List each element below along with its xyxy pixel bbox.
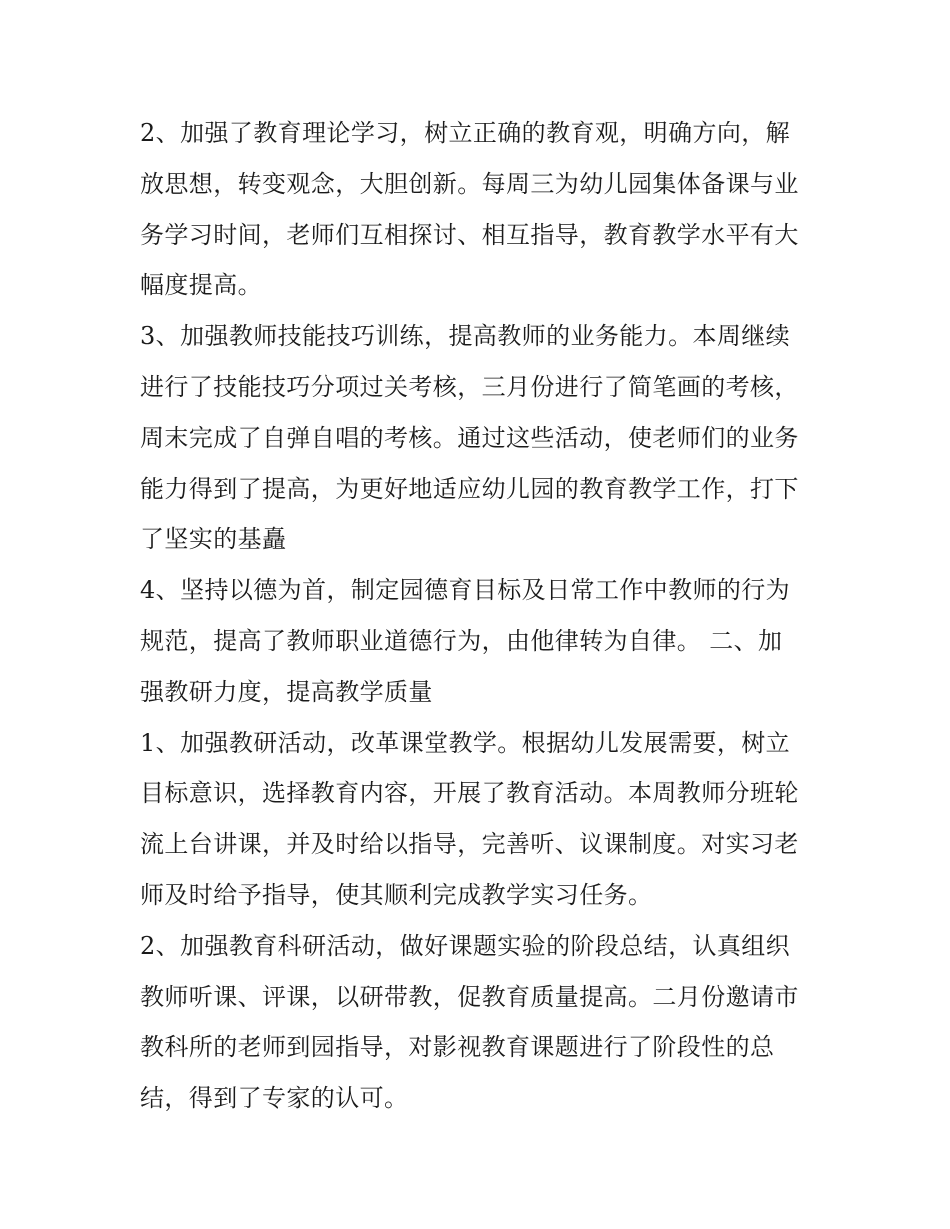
text-line-4: 幅度提高。 [140, 271, 262, 300]
text-line-15: 流上台讲课，并及时给以指导，完善听、议课制度。对实习老 [140, 830, 799, 859]
text-line-7: 周末完成了自弹自唱的考核。通过这些活动，使老师们的业务 [140, 423, 799, 452]
text-line-10: 4、坚持以德为首，制定园德育目标及日常工作中教师的行为 [140, 576, 791, 605]
text-line-20: 结，得到了专家的认可。 [140, 1084, 409, 1113]
text-line-14: 目标意识，选择教育内容，开展了教育活动。本周教师分班轮 [140, 779, 799, 808]
text-line-16: 师及时给予指导，使其顺利完成教学实习任务。 [140, 880, 653, 909]
text-line-8: 能力得到了提高，为更好地适应幼儿园的教育教学工作，打下 [140, 474, 799, 503]
text-line-9: 了坚实的基矗 [140, 525, 287, 554]
text-line-11: 规范，提高了教师职业道德行为，由他律转为自律。 二、加 [140, 626, 783, 655]
text-line-2: 放思想，转变观念，大胆创新。每周三为幼儿园集体备课与业 [140, 169, 799, 198]
text-line-13: 1、加强教研活动，改革课堂教学。根据幼儿发展需要，树立 [140, 728, 791, 757]
text-line-3: 务学习时间，老师们互相探讨、相互指导，教育教学水平有大 [140, 220, 799, 249]
text-line-19: 教科所的老师到园指导，对影视教育课题进行了阶段性的总 [140, 1033, 775, 1062]
text-line-5: 3、加强教师技能技巧训练，提高教师的业务能力。本周继续 [140, 322, 791, 351]
text-line-18: 教师听课、评课，以研带教，促教育质量提高。二月份邀请市 [140, 982, 799, 1011]
document-body [140, 108, 812, 1124]
text-line-17: 2、加强教育科研活动，做好课题实验的阶段总结，认真组织 [140, 931, 791, 960]
text-line-1: 2、加强了教育理论学习，树立正确的教育观，明确方向，解 [140, 119, 791, 147]
text-line-6: 进行了技能技巧分项过关考核，三月份进行了简笔画的考核， [140, 372, 799, 401]
text-line-12: 强教研力度，提高教学质量 [140, 677, 433, 706]
